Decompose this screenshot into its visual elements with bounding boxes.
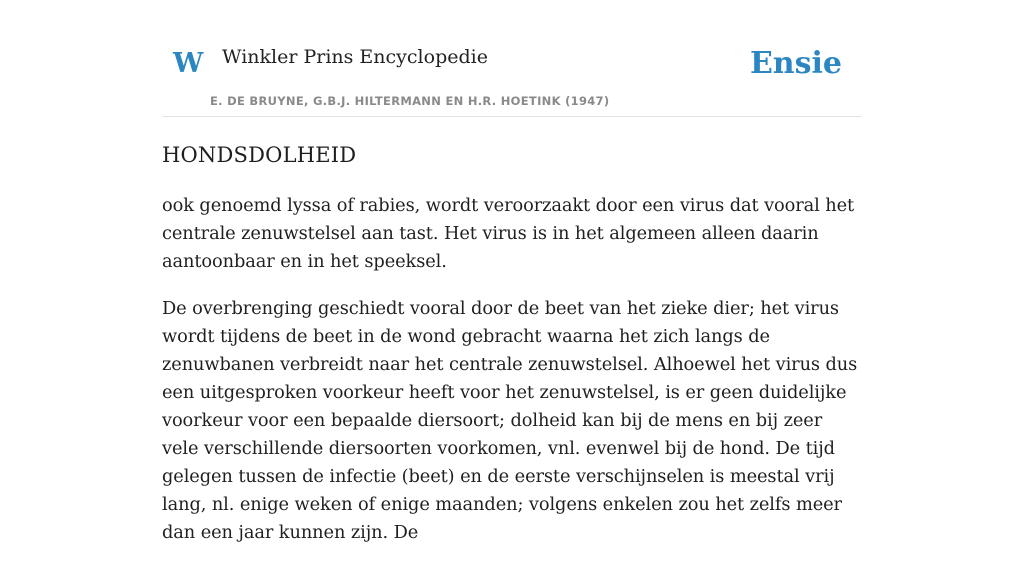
article (162, 140, 862, 566)
publication-title[interactable]: Winkler Prins Encyclopedie (222, 46, 488, 68)
article-title: HONDSDOLHEID (162, 143, 357, 167)
article-paragraph: ook genoemd lyssa of rabies, wordt veroorzaakt door een virus dat vooral het centrale zenuwstelsel aan tast. Het virus is in het algemeen alleen daarin aantoonbaar en in het speeksel. (162, 195, 855, 272)
publication-authors: E. DE BRUYNE, G.B.J. HILTERMANN EN H.R. HOETINK (1947) (210, 94, 610, 108)
ensie-logo-link[interactable]: Ensie (749, 46, 842, 81)
article-paragraph: De overbrenging geschiedt vooral door de beet van het zieke dier; het virus wordt tijdens de beet in de wond gebracht waarna het zich langs de zenuwbanen verbreidt naar het centrale zenuwstelsel. Alhoewel het virus dus een uitgesproken voorkeur heeft voor het zenuwstelsel, is er geen duidelijke voorkeur voor een bepaalde diersoort; dolheid kan bij de mens en bij zeer vele verschillende diersoorten voorkomen, vnl. evenwel bij de hond. De tijd gelegen tussen de infectie (beet) en de eerste verschijnselen is meestal vrij lang, nl. enige weken of enige maanden; volgens enkelen zou het zelfs meer dan een jaar kunnen zijn. De (162, 298, 858, 543)
site-header (162, 0, 862, 117)
publication-logo[interactable]: W (173, 48, 204, 79)
